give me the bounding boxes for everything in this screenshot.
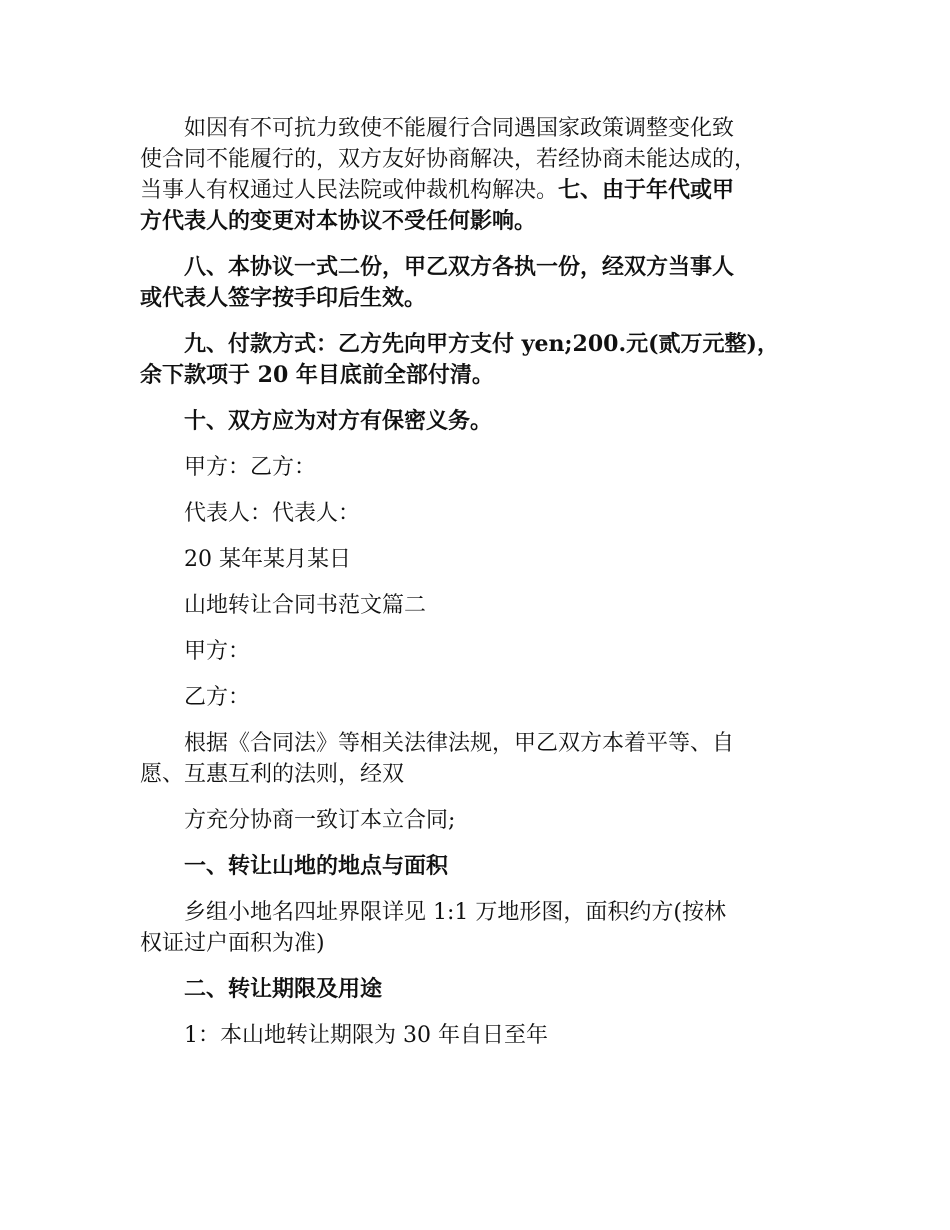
signature-date: 20 某年某月某日 — [184, 547, 351, 572]
preamble-line1: 根据《合同法》等相关法律法规，甲乙双方本着平等、自 — [184, 731, 735, 756]
party-b-label: 乙方： — [184, 685, 251, 710]
clause-nine-line2: 余下款项于 20 年目底前全部付清。 — [140, 362, 494, 388]
clause-seven-line2: 方代表人的变更对本协议不受任何影响。 — [140, 208, 537, 234]
heading-location-area: 一、转让山地的地点与面积 — [184, 853, 449, 879]
clause-nine-line1: 九、付款方式：乙方先向甲方支付 yen;200.元(贰万元整)， — [184, 331, 779, 357]
force-majeure-tail: 当事人有权通过人民法院或仲裁机构解决。 — [140, 178, 559, 203]
heading-term-usage: 二、转让期限及用途 — [184, 976, 383, 1002]
clause-seven-start: 七、由于年代或甲 — [558, 177, 735, 203]
party-signature-line: 甲方：乙方： — [184, 455, 317, 480]
section-title-sample-two: 山地转让合同书范文篇二 — [184, 593, 427, 618]
paragraph-force-majeure-line3 — [140, 175, 820, 206]
location-detail-line1: 乡组小地名四址界限详见 1:1 万地形图，面积约方(按林 — [184, 900, 726, 925]
preamble-line2: 愿、互惠互利的法则，经双 — [140, 762, 405, 787]
clause-eight-line1: 八、本协议一式二份，甲乙双方各执一份，经双方当事人 — [184, 254, 735, 280]
paragraph-force-majeure-line2: 使合同不能履行的，双方友好协商解决，若经协商未能达成的， — [140, 147, 757, 172]
location-detail-line2: 权证过户面积为准) — [140, 931, 325, 956]
term-detail: 1：本山地转让期限为 30 年自日至年 — [184, 1023, 548, 1048]
representative-signature-line: 代表人：代表人： — [184, 501, 361, 526]
party-a-label: 甲方： — [184, 639, 251, 664]
preamble-continued: 方充分协商一致订本立合同; — [184, 808, 456, 833]
clause-eight-line2: 或代表人签字按手印后生效。 — [140, 285, 427, 311]
paragraph-force-majeure-line1: 如因有不可抗力致使不能履行合同遇国家政策调整变化致 — [184, 116, 735, 141]
clause-ten: 十、双方应为对方有保密义务。 — [184, 408, 493, 434]
